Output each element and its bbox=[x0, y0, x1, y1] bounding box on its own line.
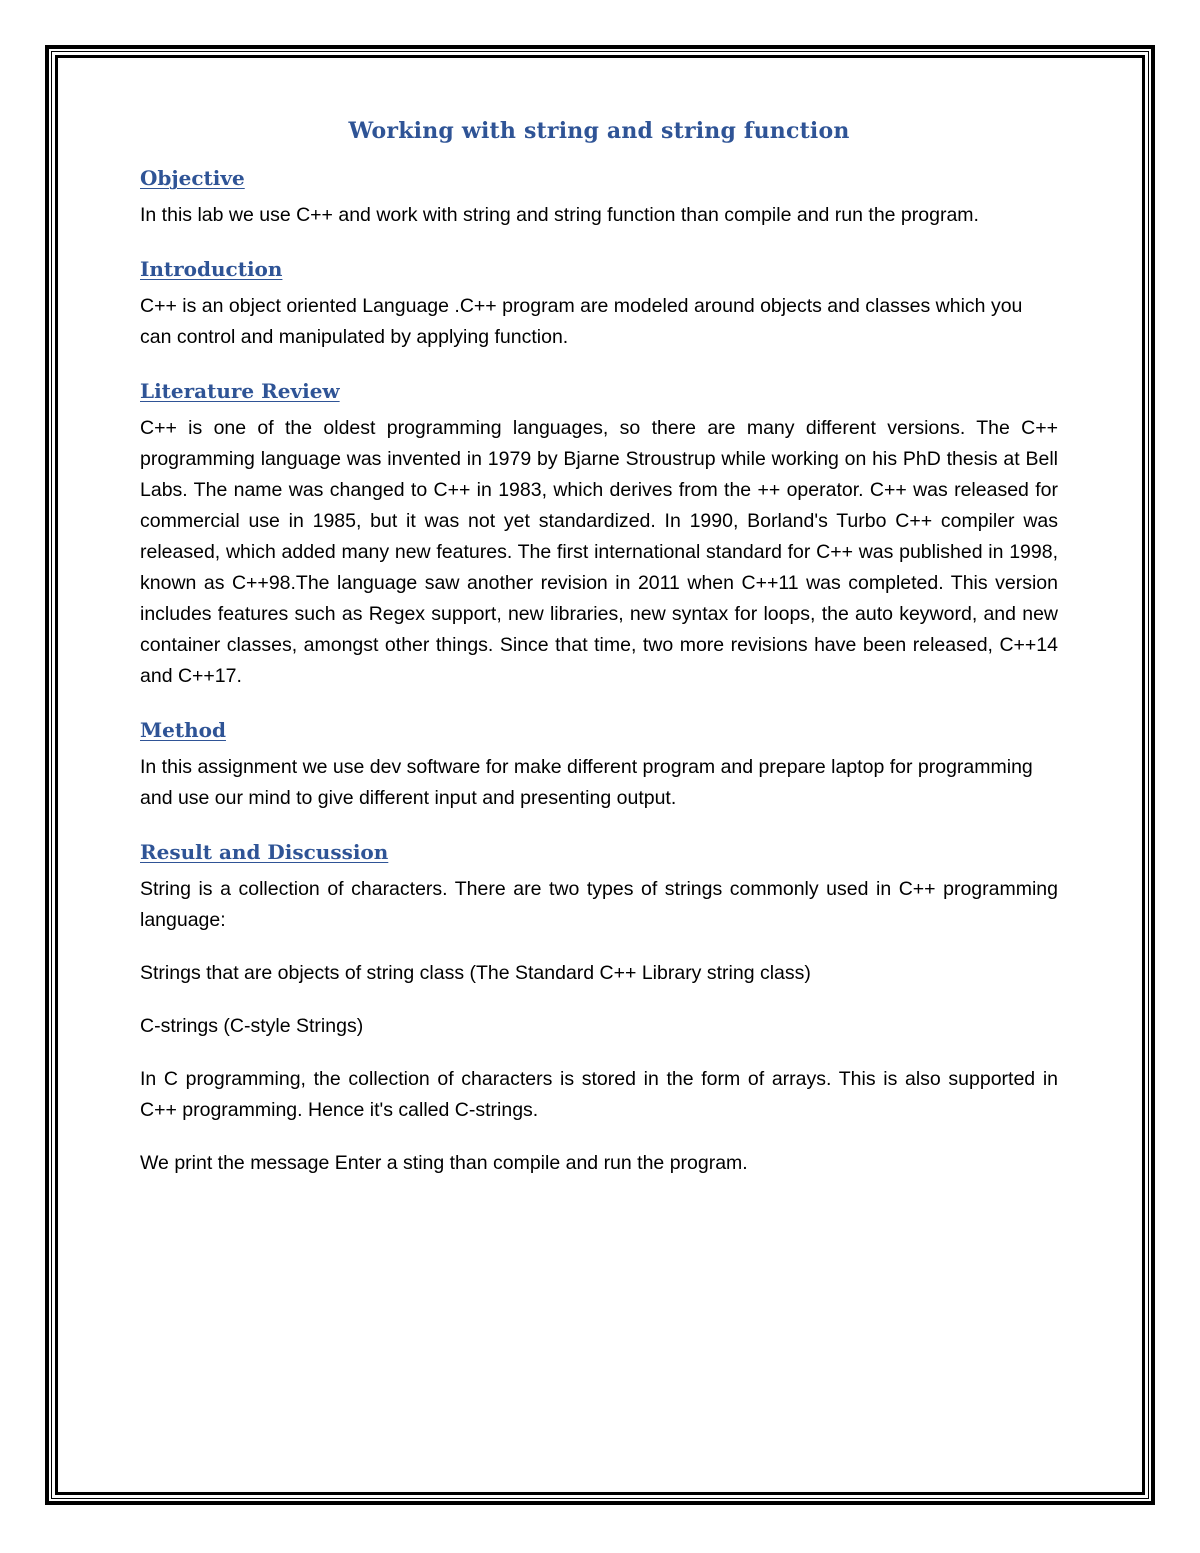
method-text: In this assignment we use dev software for make different program and prepare laptop for programming and use our mind to give different input and presenting output. bbox=[140, 756, 1033, 809]
objective-section bbox=[140, 166, 1058, 231]
result-paragraph: C-strings (C-style Strings) bbox=[140, 1015, 364, 1037]
literature-review-text: C++ is one of the oldest programming languages, so there are many different versions. The C++ programming language was invented in 1979 by Bjarne Stroustrup while working on his PhD thesis at Bell Labs. The name was changed to C++ in 1983, which derives from the ++ operator. C++ was released for commercial use in 1985, but it was not yet standardized. In 1990, Borland's Turbo C++ compiler was released, which added many new features. The first international standard for C++ was published in 1998, known as C++98.The language saw another revision in 2011 when C++11 was completed. This version includes features such as Regex support, new libraries, new syntax for loops, the auto keyword, and new container classes, amongst other things. Since that time, two more revisions have been released, C++14 and C++17. bbox=[140, 417, 1058, 687]
result-paragraph: We print the message Enter a sting than compile and run the program. bbox=[140, 1152, 748, 1174]
document-title: Working with string and string function bbox=[348, 118, 850, 144]
objective-heading: Objective bbox=[140, 166, 245, 190]
result-paragraph: Strings that are objects of string class (The Standard C++ Library string class) bbox=[140, 962, 811, 984]
introduction-section bbox=[140, 257, 1058, 353]
result-discussion-section bbox=[140, 840, 1058, 1179]
method-heading: Method bbox=[140, 718, 226, 742]
document-body bbox=[140, 118, 1058, 1205]
result-paragraph: String is a collection of characters. There are two types of strings commonly used in C++ programming language: bbox=[140, 878, 1058, 931]
objective-text: In this lab we use C++ and work with string and string function than compile and run the program. bbox=[140, 204, 979, 226]
result-paragraph: In C programming, the collection of characters is stored in the form of arrays. This is also supported in C++ programming. Hence it's called C-strings. bbox=[140, 1068, 1058, 1121]
introduction-text: C++ is an object oriented Language .C++ program are modeled around objects and classes which you can control and manipulated by applying function. bbox=[140, 295, 1023, 348]
method-section bbox=[140, 718, 1058, 814]
result-discussion-heading: Result and Discussion bbox=[140, 840, 389, 864]
literature-review-section bbox=[140, 379, 1058, 692]
literature-review-heading: Literature Review bbox=[140, 379, 340, 403]
introduction-heading: Introduction bbox=[140, 257, 283, 281]
